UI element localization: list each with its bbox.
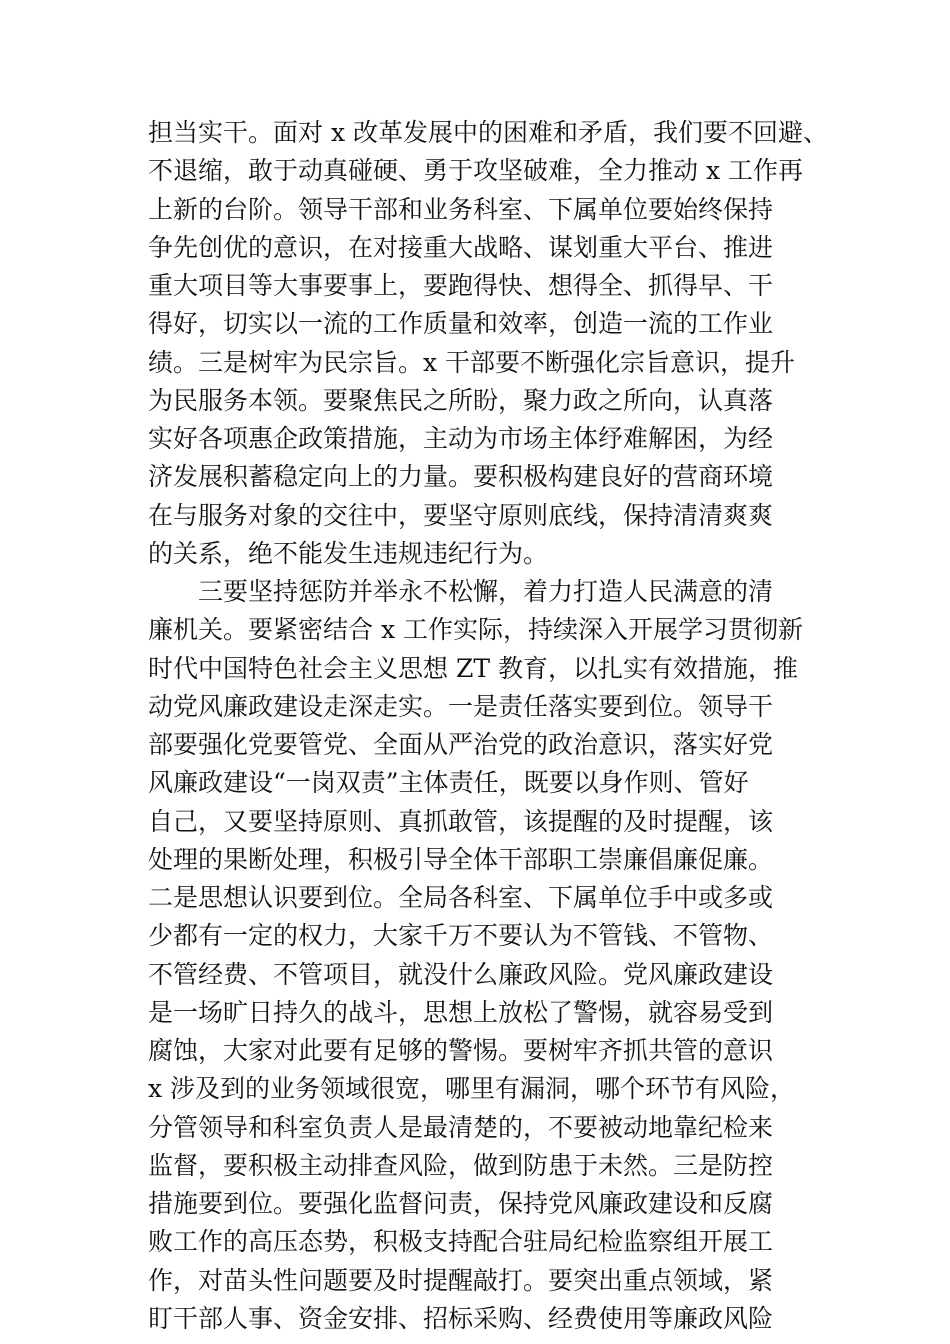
text-line: 措施要到位。要强化监督问责，保持党风廉政建设和反腐 bbox=[148, 1189, 774, 1218]
text-line: 作，对苗头性问题要及时提醒敲打。要突出重点领域，紧 bbox=[148, 1265, 774, 1295]
text-line: 在与服务对象的交往中，要坚守原则底线，保持清清爽爽 bbox=[148, 500, 774, 530]
text-line: 盯干部人事、资金安排、招标采购、经费使用等廉政风险 bbox=[148, 1303, 774, 1333]
text-line: 担当实干。面对 x 改革发展中的困难和矛盾，我们要不回避、 bbox=[148, 118, 828, 147]
text-line: 处理的果断处理，积极引导全体干部职工崇廉倡廉促廉。 bbox=[148, 844, 774, 874]
text-line: 风廉政建设“一岗双责”主体责任，既要以身作则、管好 bbox=[148, 768, 749, 798]
text-line: 自己，又要坚持原则、真抓敢管，该提醒的及时提醒，该 bbox=[148, 806, 774, 836]
text-line: 败工作的高压态势，积极支持配合驻局纪检监察组开展工 bbox=[148, 1227, 774, 1257]
text-line: 争先创优的意识，在对接重大战略、谋划重大平台、推进 bbox=[148, 232, 774, 262]
text-line: 不管经费、不管项目，就没什么廉政风险。党风廉政建设 bbox=[148, 959, 774, 989]
text-line: 为民服务本领。要聚焦民之所盼，聚力政之所向，认真落 bbox=[148, 385, 774, 415]
text-line: 部要强化党要管党、全面从严治党的政治意识，落实好党 bbox=[148, 730, 774, 759]
text-line: 的关系，绝不能发生违规违纪行为。 bbox=[148, 538, 549, 568]
text-line: 实好各项惠企政策措施，主动为市场主体纾难解困，为经 bbox=[148, 424, 774, 453]
text-line: 少都有一定的权力，大家千万不要认为不管钱、不管物、 bbox=[148, 921, 774, 951]
text-line: 动党风廉政建设走深走实。一是责任落实要到位。领导干 bbox=[148, 691, 774, 721]
text-line: 上新的台阶。领导干部和业务科室、下属单位要始终保持 bbox=[148, 194, 774, 224]
paragraph-start-line: 三要坚持惩防并举永不松懈，着力打造人民满意的清 bbox=[198, 577, 774, 606]
text-line: 分管领导和科室负责人是最清楚的，不要被动地靠纪检来 bbox=[148, 1112, 774, 1142]
text-line: 重大项目等大事要事上，要跑得快、想得全、抓得早、干 bbox=[148, 271, 774, 300]
text-line: 监督，要积极主动排查风险，做到防患于未然。三是防控 bbox=[148, 1150, 774, 1180]
text-line: x 涉及到的业务领域很宽，哪里有漏洞，哪个环节有风险， bbox=[148, 1074, 796, 1104]
text-line: 二是思想认识要到位。全局各科室、下属单位手中或多或 bbox=[148, 883, 774, 912]
body-text bbox=[148, 114, 838, 1338]
text-line: 绩。三是树牢为民宗旨。x 干部要不断强化宗旨意识，提升 bbox=[148, 347, 796, 377]
text-line: 廉机关。要紧密结合 x 工作实际，持续深入开展学习贯彻新 bbox=[148, 615, 803, 645]
text-line: 不退缩，敢于动真碰硬、勇于攻坚破难，全力推动 x 工作再 bbox=[148, 156, 803, 186]
text-line: 是一场旷日持久的战斗，思想上放松了警惕，就容易受到 bbox=[148, 997, 774, 1027]
text-line: 腐蚀，大家对此要有足够的警惕。要树牢齐抓共管的意识 bbox=[148, 1036, 774, 1065]
text-line: 时代中国特色社会主义思想 ZT 教育，以扎实有效措施，推 bbox=[148, 653, 798, 683]
text-line: 济发展积蓄稳定向上的力量。要积极构建良好的营商环境 bbox=[148, 462, 774, 492]
text-line: 得好，切实以一流的工作质量和效率，创造一流的工作业 bbox=[148, 309, 774, 339]
